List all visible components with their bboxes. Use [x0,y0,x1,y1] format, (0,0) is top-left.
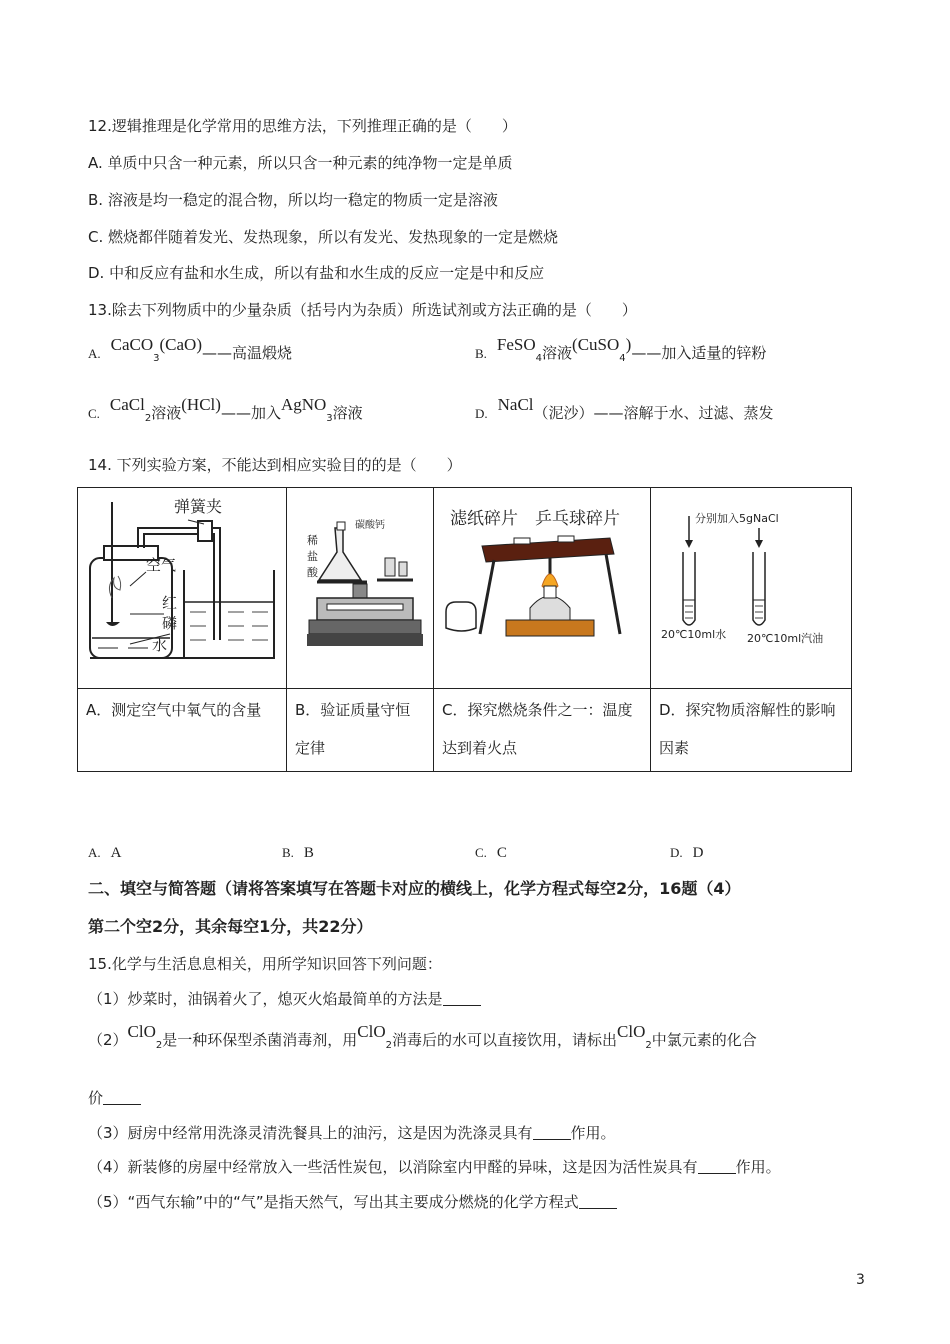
q15-part2-end: 价 [88,1088,141,1108]
add-nacl-label: 分别加入5gNaCl [695,512,779,525]
filter-paper-pingpong-label: 滤纸碎片 乒乓球碎片 [450,509,620,529]
q15-part4: （4）新装修的房屋中经常放入一些活性炭包，以消除室内甲醛的异味，这是因为活性炭具有 作用。 [88,1158,781,1176]
q14-experiment-table [77,487,852,772]
q15-part2: （2）ClO$_2$是一种环保型杀菌消毒剂，用ClO$_2$消毒后的水可以直接饮用，请标出ClO$_2$中氯元素的化合 [88,1022,757,1051]
q12-option-d: D. 中和反应有盐和水生成，所以有盐和水生成的反应一定是中和反应 [88,264,545,282]
figure-c-combustion [434,488,651,689]
q14-answer-b: B. B [282,845,314,861]
q12-option-b: B. 溶液是均一稳定的混合物，所以均一稳定的物质一定是溶液 [88,191,498,209]
carbonate-label: 碳酸钙 [355,520,385,531]
q15-part3: （3）厨房中经常用洗涤灵清洗餐具上的油污，这是因为洗涤灵具有 作用。 [88,1124,616,1142]
q13-stem: 13.除去下列物质中的少量杂质（括号内为杂质）所选试剂或方法正确的是（ ） [88,301,637,319]
section2-heading-line1: 二、填空与简答题（请将答案填写在答题卡对应的横线上，化学方程式每空2分，16题（4） [88,879,741,898]
caption-a: A．测定空气中氧气的含量 [78,689,287,772]
clip-label: 弹簧夹 [174,497,223,516]
q15-part5: （5）“西气东输”中的“气”是指天然气，写出其主要成分燃烧的化学方程式 [88,1192,617,1212]
q12-option-c: C. 燃烧都伴随着发光、发热现象，所以有发光、发热现象的一定是燃烧 [88,228,559,246]
q15-part1: （1）炒菜时，油锅着火了，熄灭火焰最简单的方法是 [88,989,481,1009]
figure-a-oxygen-apparatus [78,488,287,689]
air-label: 空气 [146,556,177,574]
q14-stem: 14. 下列实验方案，不能达到相应实验目的的是（ ） [88,456,462,474]
q14-answer-c: C. C [475,845,507,861]
acid-label-1: 稀 [307,534,318,547]
figure-b-balance [287,488,434,689]
q14-answer-a: A. A [88,845,122,861]
q13-option-d: D. NaCl（泥沙）——溶解于水、过滤、蒸发 [475,395,774,422]
caption-d: D．探究物质溶解性的影响因素 [651,689,852,772]
water-label: 水 [152,636,168,654]
page-number: 3 [856,1272,865,1288]
q12-option-a: A. 单质中只含一种元素，所以只含一种元素的纯净物一定是单质 [88,154,513,172]
q15-stem: 15.化学与生活息息相关，用所学知识回答下列问题： [88,955,442,973]
q13-option-c: C. CaCl$_2$溶液(HCl)——加入AgNO$_3$溶液 [88,395,363,424]
section2-heading-line2: 第二个空2分，其余每空1分，共22分） [88,917,373,936]
caption-b: B．验证质量守恒定律 [287,689,434,772]
red-label: 红 [162,594,178,612]
q14-answer-d: D. D [670,845,704,861]
figure-d-solubility [651,488,852,689]
gasoline-tube-label: 20℃10ml汽油 [747,632,824,645]
water-tube-label: 20℃10ml水 [661,628,727,641]
caption-c: C．探究燃烧条件之一：温度达到着火点 [434,689,651,772]
q13-option-b: B. FeSO$_4$溶液(CuSO$_4$)——加入适量的锌粉 [475,335,767,364]
q12-stem: 12.逻辑推理是化学常用的思维方法，下列推理正确的是（ ） [88,117,517,135]
acid-label-2: 盐 [307,550,318,563]
phosphorus-label: 磷 [162,614,178,632]
q13-option-a: A. CaCO$_3$(CaO)——高温煅烧 [88,335,293,364]
acid-label-3: 酸 [307,566,318,579]
